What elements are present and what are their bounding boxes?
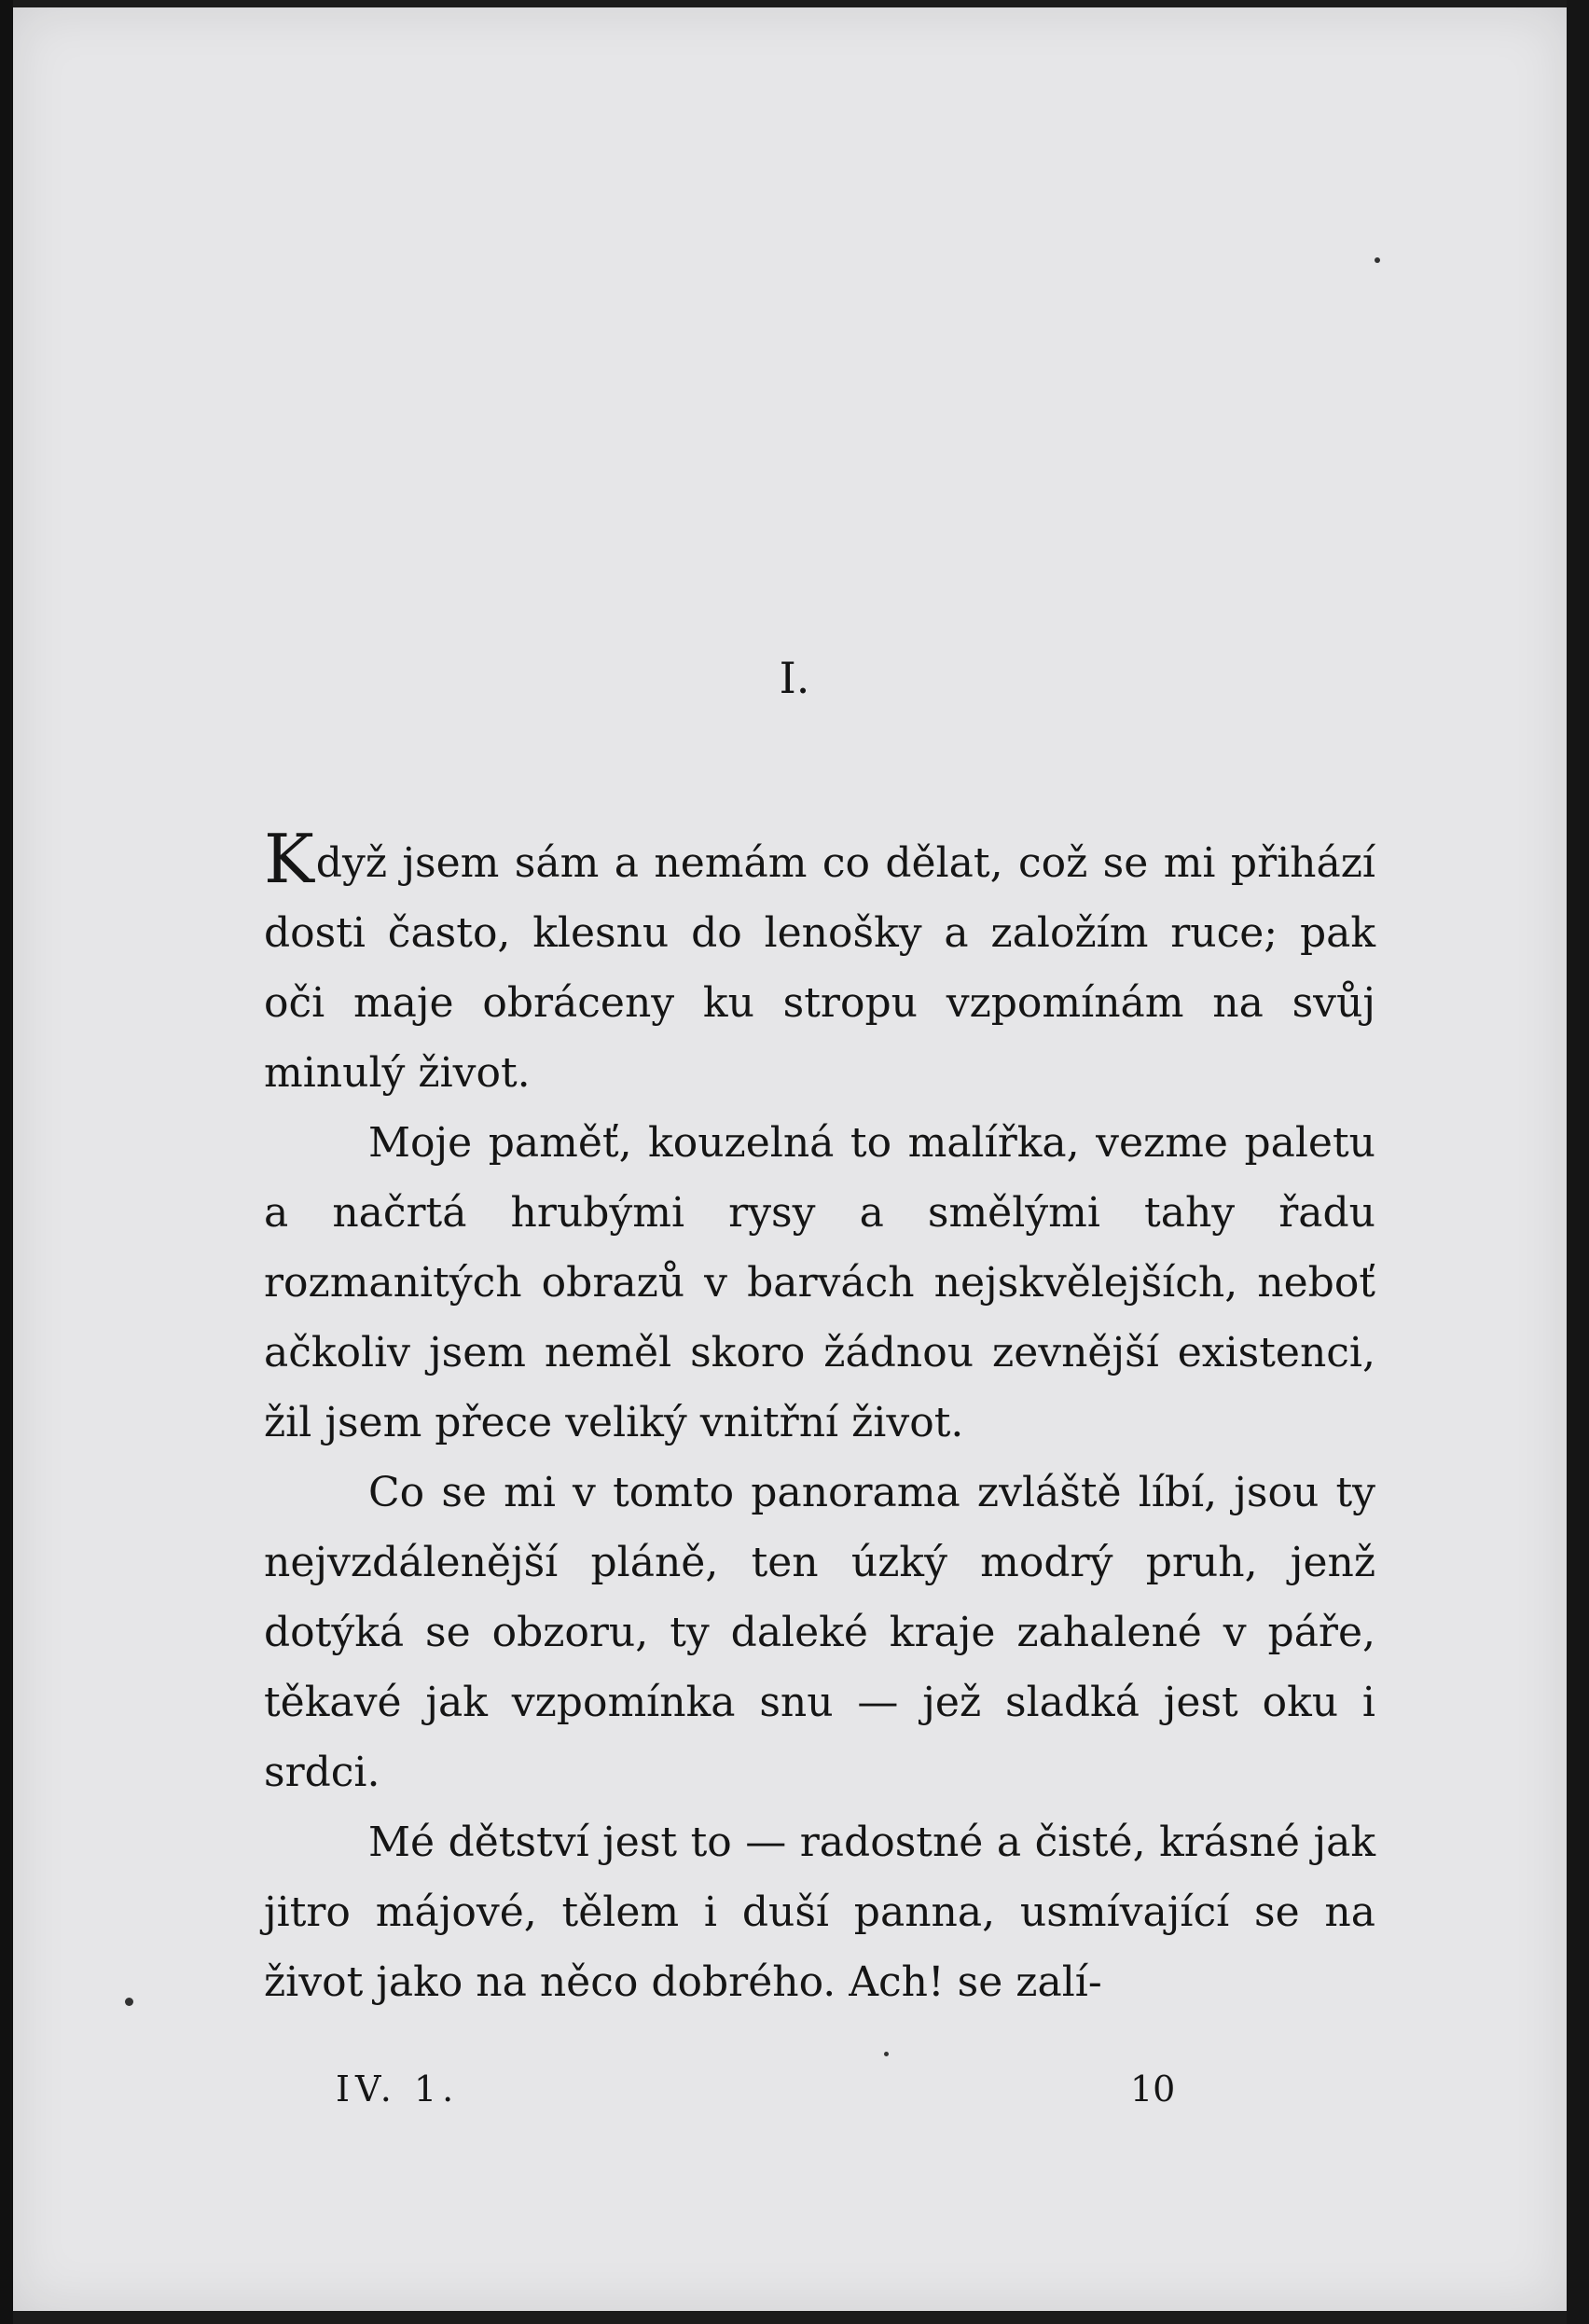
paragraph-2: Moje paměť, kouzelná to malířka, vezme paletu a načrtá hrubými rysy a smělými tahy řadu rozmanitých obrazů v barvách nejskvělejších, neboť ačkoliv jsem neměl skoro žádnou zevnější existenci, žil jsem přece veliký vnitřní život. (264, 1119, 1375, 1446)
dust-speck (1375, 257, 1380, 263)
dust-speck (884, 2052, 889, 2056)
paragraph-3: Co se mi v tomto panorama zvláště líbí, jsou ty nejvzdálenější pláně, ten úzký modrý pruh, jenž dotýká se obzoru, ty daleké kraje zahalené v páře, těkavé jak vzpomínka snu — jež sladká jest oku i srdci. (264, 1469, 1375, 1796)
dust-speck (125, 1998, 133, 2006)
paragraph-4: Mé dětství jest to — radostné a čisté, krásné jak jitro májové, tělem i duší panna, usmívající se na život jako na něco dobrého. Ach! se zalí- (264, 1819, 1375, 2006)
page-edge-shadow (1567, 0, 1589, 2324)
page-number: 10 (1130, 2068, 1176, 2110)
body-text (264, 820, 1375, 2017)
drop-cap: K (264, 820, 314, 898)
paragraph-1-text: dyž jsem sám a nemám co dělat, což se mi přihází dosti často, klesnu do lenošky a založím ruce; pak oči maje obráceny ku stropu vzpomínám na svůj minulý život. (264, 839, 1375, 1097)
book-spine-shadow (0, 0, 13, 2324)
printer-signature: IV. 1. (336, 2068, 460, 2110)
chapter-heading: I. (779, 653, 810, 703)
paragraph-1 (264, 820, 1375, 1108)
